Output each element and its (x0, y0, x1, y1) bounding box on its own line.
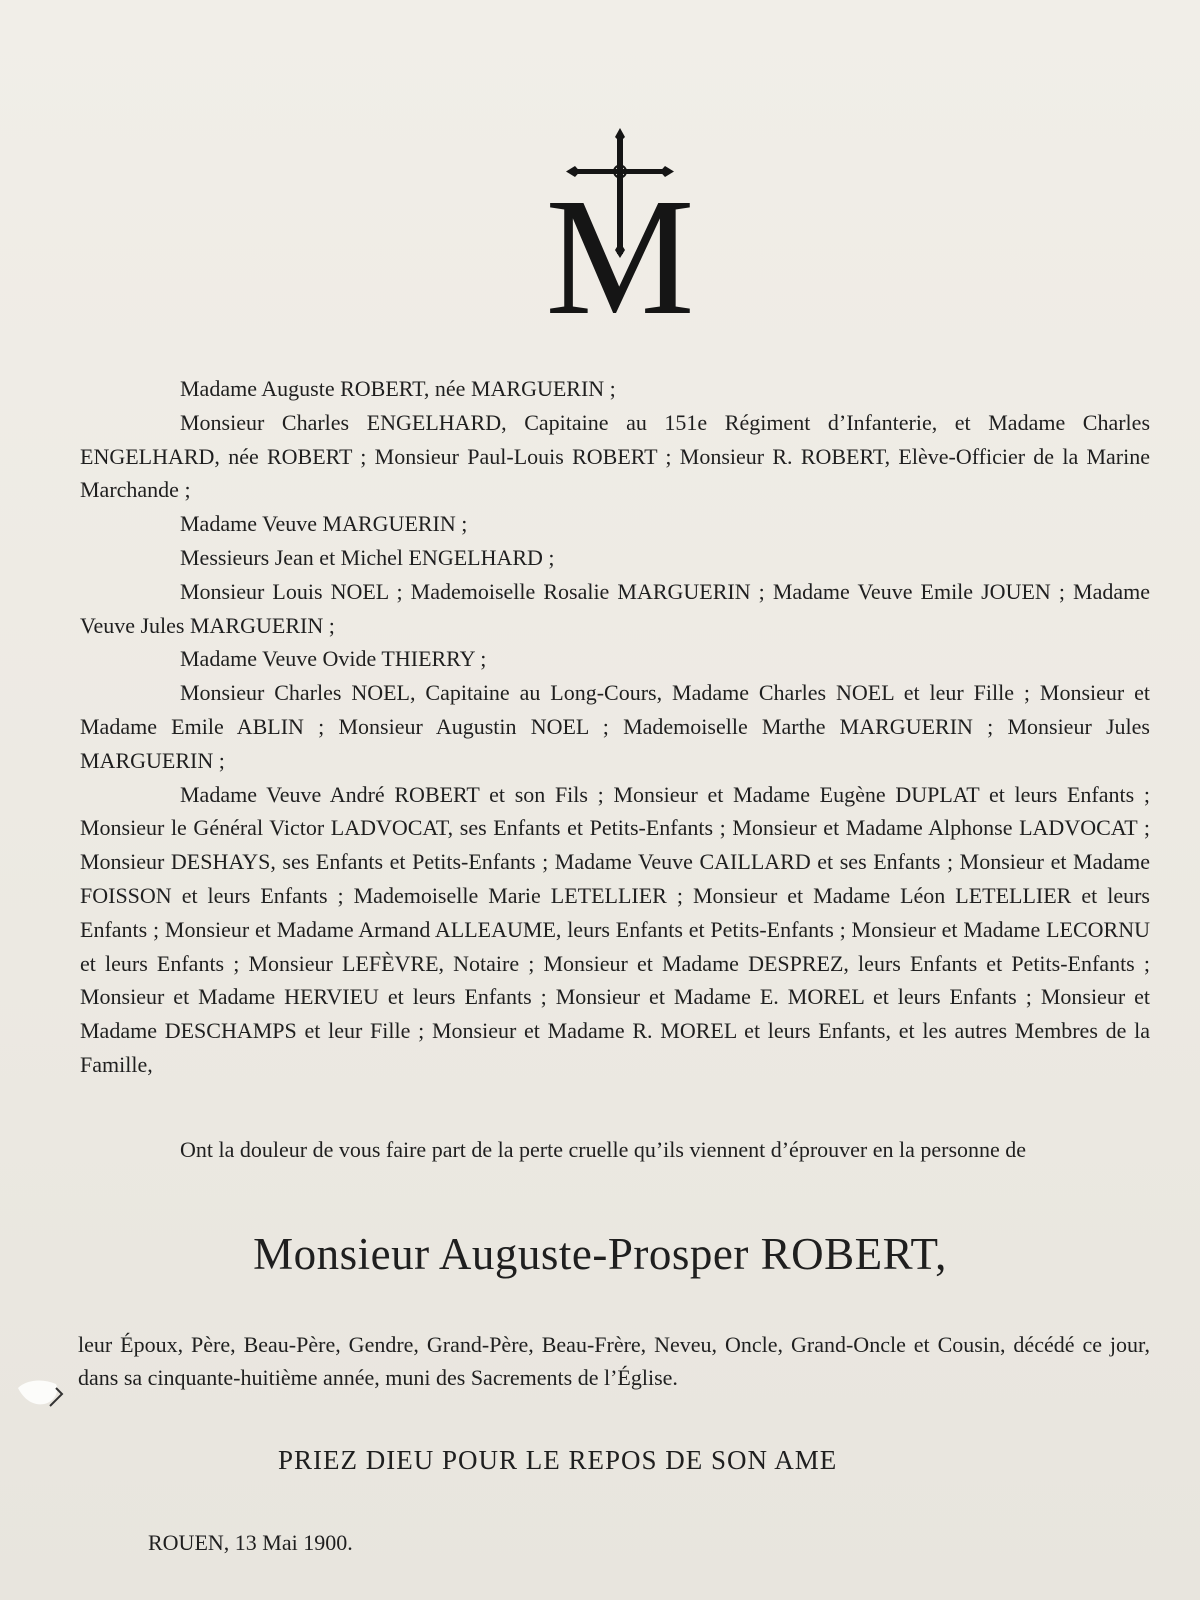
cross-monogram-emblem (540, 128, 700, 323)
relation-text: leur Époux, Père, Beau-Père, Gendre, Grand-Père, Beau-Frère, Neveu, Oncle, Grand-Oncle et Cousin, décédé ce jour, dans sa cinquante-huitième année, muni des Sacrements de l’Église. (78, 1332, 1150, 1390)
prayer-line: PRIEZ DIEU POUR LE REPOS DE SON AME (278, 1445, 838, 1475)
family-entry: Monsieur Charles ENGELHARD, Capitaine au 151e Régiment d’Infanterie, et Madame Charles ENGELHARD, née ROBERT ; Monsieur Paul-Louis ROBERT ; Monsieur R. ROBERT, Elève-Officier de la Marine Marchande ; (80, 409, 1150, 503)
family-entry: Madame Veuve MARGUERIN ; (180, 511, 468, 537)
dateline: ROUEN, 13 Mai 1900. (148, 1530, 353, 1555)
family-entry: Monsieur Louis NOEL ; Mademoiselle Rosalie MARGUERIN ; Madame Veuve Emile JOUEN ; Madame Veuve Jules MARGUERIN ; (80, 578, 1150, 638)
monogram-letter: M (545, 164, 695, 323)
announcement-text: Ont la douleur de vous faire part de la perte cruelle qu’ils viennent d’éprouver en la personne de (180, 1137, 1027, 1162)
family-list (80, 372, 1150, 1082)
family-entry: Madame Auguste ROBERT, née MARGUERIN ; (180, 376, 616, 401)
family-entry: Madame Veuve André ROBERT et son Fils ; Monsieur et Madame Eugène DUPLAT et leurs Enfants ; Monsieur le Général Victor LADVOCAT, ses Enfants et Petits-Enfants ; Monsieur et Madame Alphonse LADVOCAT ; Monsieur DESHAYS, ses Enfants et Petits-Enfants ; Madame Veuve CAILLARD et ses Enfants ; Monsieur et Madame FOISSON et leurs Enfants ; Mademoiselle Marie LETELLIER ; Monsieur et Madame Léon LETELLIER et leurs Enfants ; Monsieur et Madame Armand ALLEAUME, leurs Enfants et Petits-Enfants ; Monsieur et Madame LECORNU et leurs Enfants ; Monsieur LEFÈVRE, Notaire ; Monsieur et Madame DESPREZ, leurs Enfants et Petits-Enfants ; Monsieur et Madame HERVIEU et leurs Enfants ; Monsieur et Madame E. MOREL et leurs Enfants ; Monsieur et Madame DESCHAMPS et leur Fille ; Monsieur et Madame R. MOREL et leurs Enfants, et les autres Membres de la Famille, (80, 781, 1150, 1077)
paper-tear-mark (16, 1374, 64, 1410)
family-entry: Monsieur Charles NOEL, Capitaine au Long-Cours, Madame Charles NOEL et leur Fille ; Monsieur et Madame Emile ABLIN ; Monsieur Augustin NOEL ; Mademoiselle Marthe MARGUERIN ; Monsieur Jules MARGUERIN ; (80, 680, 1150, 773)
family-entry: Messieurs Jean et Michel ENGELHARD ; (180, 544, 555, 570)
family-entry: Madame Veuve Ovide THIERRY ; (180, 646, 487, 672)
deceased-name: Monsieur Auguste-Prosper ROBERT, (253, 1229, 947, 1279)
